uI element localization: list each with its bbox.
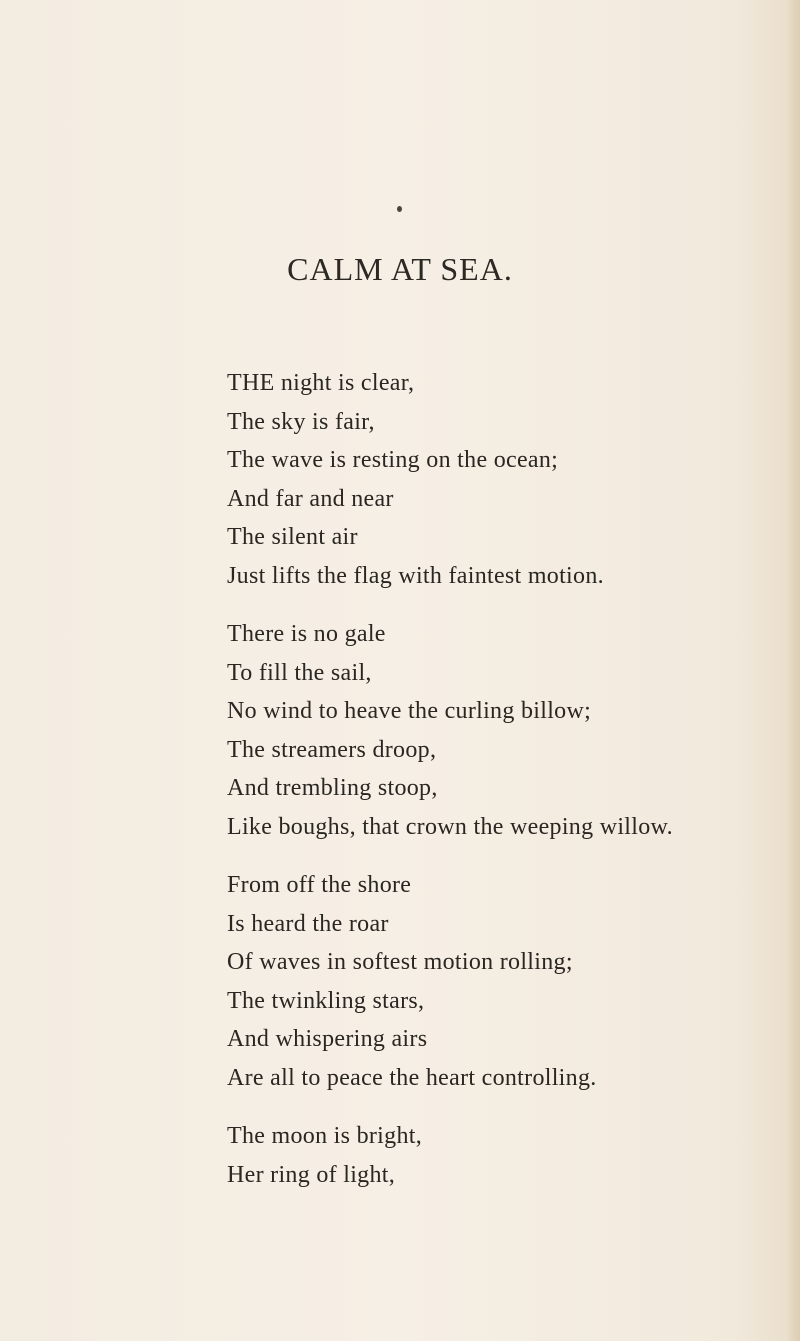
ink-dot-mark: [397, 206, 402, 212]
poem-line: Like boughs, that crown the weeping willow.: [227, 813, 673, 840]
poem-line: The sky is fair,: [227, 408, 375, 435]
stanza-2: [227, 615, 673, 847]
poem-line: The streamers droop,: [227, 736, 437, 763]
poem-line: From off the shore: [227, 872, 412, 898]
poem-line: Is heard the roar: [227, 910, 389, 937]
poem-line: THE night is clear,: [227, 370, 415, 396]
poem-line: The moon is bright,: [227, 1123, 423, 1149]
poem-line: Just lifts the flag with faintest motion.: [227, 562, 604, 589]
poem-title: CALM AT SEA.: [287, 251, 513, 287]
page-edge-shadow: [786, 0, 800, 1341]
stanza-1: [227, 364, 604, 596]
poem-line: Of waves in softest motion rolling;: [227, 949, 573, 976]
poem-line: And trembling stoop,: [227, 775, 438, 802]
poem-line: To fill the sail,: [227, 659, 372, 686]
poem-line: Are all to peace the heart controlling.: [227, 1064, 597, 1091]
poem-line: There is no gale: [227, 621, 386, 647]
stanza-4: [227, 1117, 422, 1194]
stanza-3: [227, 866, 597, 1098]
poem-line: No wind to heave the curling billow;: [227, 698, 592, 725]
poem-line: And far and near: [227, 485, 394, 512]
poem-line: The silent air: [227, 524, 358, 551]
poem-line: The twinkling stars,: [227, 987, 425, 1014]
poem-line: Her ring of light,: [227, 1161, 396, 1188]
poem-line: And whispering airs: [227, 1026, 428, 1053]
poem-line: The wave is resting on the ocean;: [227, 447, 559, 474]
